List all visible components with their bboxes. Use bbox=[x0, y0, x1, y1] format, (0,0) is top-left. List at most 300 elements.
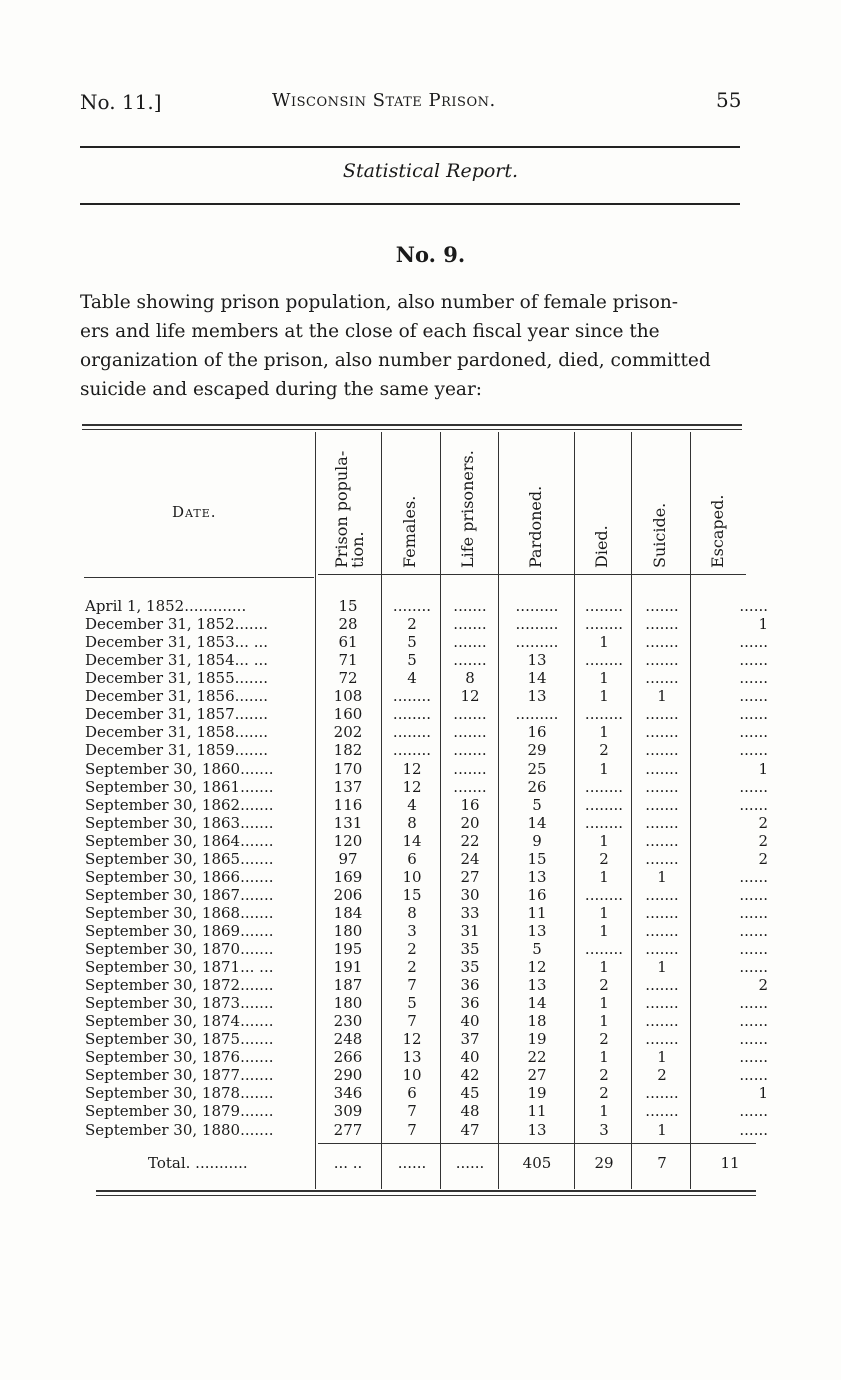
cell-died: 2 bbox=[599, 1066, 609, 1085]
cell-pardoned: 5 bbox=[532, 940, 542, 958]
cell-date: September 30, 1869....... bbox=[85, 921, 274, 940]
cell-life-prisoners: 42 bbox=[460, 1066, 480, 1085]
cell-pardoned: 15 bbox=[527, 849, 547, 868]
cell-pardoned: ......... bbox=[515, 705, 559, 724]
table-row bbox=[80, 759, 768, 778]
cell-females: 4 bbox=[407, 669, 417, 688]
cell-females: 6 bbox=[407, 849, 417, 868]
cell-life-prisoners: ....... bbox=[453, 741, 487, 760]
cell-pardoned: 26 bbox=[527, 777, 547, 796]
cell-date: September 30, 1861....... bbox=[85, 777, 274, 796]
cell-population: 170 bbox=[333, 759, 363, 778]
cell-pardoned: 19 bbox=[527, 1030, 547, 1049]
table-top-rule-inner bbox=[82, 429, 742, 430]
cell-died: 2 bbox=[599, 1030, 609, 1049]
cell-pardoned: ......... bbox=[515, 633, 559, 652]
cell-died: 1 bbox=[599, 759, 609, 778]
cell-females: 5 bbox=[407, 994, 417, 1013]
total-died: 29 bbox=[594, 1154, 614, 1172]
cell-date: September 30, 1867....... bbox=[85, 885, 274, 904]
cell-date: September 30, 1876....... bbox=[85, 1048, 274, 1067]
cell-life-prisoners: 40 bbox=[460, 1048, 480, 1067]
cell-escaped: ...... bbox=[739, 867, 768, 886]
cell-suicide: ....... bbox=[645, 777, 679, 796]
cell-escaped: ...... bbox=[739, 669, 768, 688]
cell-females: ........ bbox=[392, 687, 432, 706]
column-header-died: Died. bbox=[592, 525, 611, 568]
cell-date: December 31, 1855....... bbox=[85, 669, 268, 688]
table-bottom-rule bbox=[96, 1190, 756, 1192]
header-bottom-rule bbox=[318, 574, 746, 575]
cell-life-prisoners: 35 bbox=[460, 958, 480, 976]
cell-life-prisoners: 45 bbox=[460, 1084, 480, 1103]
table-row bbox=[80, 940, 768, 958]
cell-date: December 31, 1859....... bbox=[85, 741, 268, 760]
cell-pardoned: 13 bbox=[527, 651, 547, 670]
total-escaped: 11 bbox=[720, 1154, 740, 1172]
cell-escaped: 2 bbox=[758, 831, 768, 850]
cell-date: December 31, 1856....... bbox=[85, 687, 268, 706]
cell-escaped: ...... bbox=[739, 994, 768, 1013]
cell-escaped: 1 bbox=[758, 615, 768, 633]
cell-escaped: 2 bbox=[758, 849, 768, 868]
cell-females: 3 bbox=[407, 921, 417, 940]
column-header-females: Females. bbox=[400, 495, 419, 568]
cell-escaped: ...... bbox=[739, 1030, 768, 1049]
cell-pardoned: 22 bbox=[527, 1048, 547, 1067]
cell-females: 8 bbox=[407, 813, 417, 832]
cell-suicide: ....... bbox=[645, 615, 679, 633]
cell-date: September 30, 1872....... bbox=[85, 976, 274, 994]
cell-population: 309 bbox=[333, 1102, 363, 1121]
column-header-escaped: Escaped. bbox=[708, 494, 727, 568]
table-row bbox=[80, 958, 768, 976]
cell-population: 184 bbox=[333, 903, 363, 922]
total-label: Total. ........... bbox=[148, 1154, 248, 1172]
cell-life-prisoners: 36 bbox=[460, 994, 480, 1013]
total-suicide: 7 bbox=[657, 1154, 667, 1172]
cell-escaped: ...... bbox=[739, 633, 768, 652]
page-number: 55 bbox=[716, 88, 742, 112]
cell-date: September 30, 1874....... bbox=[85, 1012, 274, 1031]
cell-escaped: ...... bbox=[739, 921, 768, 940]
total-females: ...... bbox=[397, 1154, 427, 1172]
cell-died: 1 bbox=[599, 723, 609, 742]
cell-date: December 31, 1858....... bbox=[85, 723, 268, 742]
cell-pardoned: ......... bbox=[515, 597, 559, 615]
cell-died: ........ bbox=[584, 885, 624, 904]
column-header-life-prisoners: Life prisoners. bbox=[458, 450, 477, 568]
cell-died: ........ bbox=[584, 705, 624, 724]
cell-females: ........ bbox=[392, 705, 432, 724]
cell-pardoned: 16 bbox=[527, 723, 547, 742]
column-header-date: Date. bbox=[172, 503, 217, 521]
cell-pardoned: 13 bbox=[527, 921, 547, 940]
cell-population: 195 bbox=[333, 940, 363, 958]
cell-escaped: ...... bbox=[739, 1012, 768, 1031]
cell-pardoned: ......... bbox=[515, 615, 559, 633]
table-row bbox=[80, 1066, 768, 1085]
cell-females: 7 bbox=[407, 1012, 417, 1031]
cell-females: 4 bbox=[407, 795, 417, 814]
header-section-number: No. 11.] bbox=[80, 90, 162, 114]
table-row bbox=[80, 669, 768, 688]
cell-suicide: ....... bbox=[645, 669, 679, 688]
cell-escaped: ...... bbox=[739, 885, 768, 904]
cell-died: 2 bbox=[599, 1084, 609, 1103]
table-row bbox=[80, 723, 768, 742]
cell-pardoned: 14 bbox=[527, 669, 547, 688]
cell-escaped: ...... bbox=[739, 1102, 768, 1121]
cell-population: 206 bbox=[333, 885, 363, 904]
cell-females: 8 bbox=[407, 903, 417, 922]
table-row bbox=[80, 994, 768, 1013]
total-population: ... .. bbox=[333, 1154, 363, 1172]
cell-females: 2 bbox=[407, 940, 417, 958]
cell-population: 131 bbox=[333, 813, 363, 832]
cell-pardoned: 13 bbox=[527, 976, 547, 994]
total-row bbox=[80, 1153, 760, 1173]
cell-died: ........ bbox=[584, 597, 624, 615]
cell-life-prisoners: 35 bbox=[460, 940, 480, 958]
table-row bbox=[80, 1084, 768, 1103]
table-row bbox=[80, 885, 768, 904]
table-row bbox=[80, 597, 768, 615]
table-row bbox=[80, 867, 768, 886]
cell-females: 7 bbox=[407, 1102, 417, 1121]
subtitle-rule bbox=[80, 203, 740, 205]
cell-life-prisoners: 20 bbox=[460, 813, 480, 832]
cell-pardoned: 14 bbox=[527, 813, 547, 832]
cell-females: 14 bbox=[402, 831, 422, 850]
cell-date: September 30, 1870....... bbox=[85, 940, 274, 958]
cell-population: 97 bbox=[338, 849, 358, 868]
cell-died: ........ bbox=[584, 940, 624, 958]
table-row bbox=[80, 651, 768, 670]
cell-pardoned: 11 bbox=[527, 1102, 547, 1121]
cell-suicide: ....... bbox=[645, 813, 679, 832]
cell-escaped: 1 bbox=[758, 759, 768, 778]
cell-pardoned: 18 bbox=[527, 1012, 547, 1031]
column-header-suicide: Suicide. bbox=[650, 502, 669, 568]
cell-suicide: 1 bbox=[657, 958, 667, 976]
cell-date: September 30, 1865....... bbox=[85, 849, 274, 868]
cell-population: 187 bbox=[333, 976, 363, 994]
cell-population: 120 bbox=[333, 831, 363, 850]
cell-females: 7 bbox=[407, 976, 417, 994]
table-row bbox=[80, 777, 768, 796]
cell-suicide: ....... bbox=[645, 705, 679, 724]
cell-date: September 30, 1879....... bbox=[85, 1102, 274, 1121]
cell-date: December 31, 1857....... bbox=[85, 705, 268, 724]
cell-died: 1 bbox=[599, 669, 609, 688]
cell-life-prisoners: 47 bbox=[460, 1120, 480, 1139]
table-top-rule bbox=[82, 424, 742, 426]
cell-population: 71 bbox=[338, 651, 358, 670]
cell-died: 1 bbox=[599, 831, 609, 850]
cell-escaped: ...... bbox=[739, 1120, 768, 1139]
cell-life-prisoners: 40 bbox=[460, 1012, 480, 1031]
cell-died: ........ bbox=[584, 615, 624, 633]
table-row bbox=[80, 687, 768, 706]
table-bottom-rule-inner bbox=[96, 1195, 756, 1196]
cell-suicide: ....... bbox=[645, 1030, 679, 1049]
cell-died: 1 bbox=[599, 633, 609, 652]
table-row bbox=[80, 903, 768, 922]
table-row bbox=[80, 1012, 768, 1031]
table-row bbox=[80, 615, 768, 633]
cell-population: 290 bbox=[333, 1066, 363, 1085]
cell-population: 248 bbox=[333, 1030, 363, 1049]
table-row bbox=[80, 976, 768, 994]
cell-escaped: ...... bbox=[739, 723, 768, 742]
cell-died: ........ bbox=[584, 795, 624, 814]
cell-population: 346 bbox=[333, 1084, 363, 1103]
cell-females: 15 bbox=[402, 885, 422, 904]
cell-escaped: ...... bbox=[739, 903, 768, 922]
cell-suicide: ....... bbox=[645, 1084, 679, 1103]
cell-life-prisoners: 36 bbox=[460, 976, 480, 994]
cell-population: 72 bbox=[338, 669, 358, 688]
cell-population: 116 bbox=[333, 795, 363, 814]
cell-pardoned: 25 bbox=[527, 759, 547, 778]
cell-escaped: ...... bbox=[739, 1048, 768, 1067]
table-row bbox=[80, 633, 768, 652]
cell-suicide: ....... bbox=[645, 849, 679, 868]
cell-suicide: ....... bbox=[645, 940, 679, 958]
cell-suicide: ....... bbox=[645, 1102, 679, 1121]
cell-date: September 30, 1862....... bbox=[85, 795, 274, 814]
cell-date: December 31, 1853... ... bbox=[85, 633, 268, 652]
cell-population: 230 bbox=[333, 1012, 363, 1031]
cell-life-prisoners: 24 bbox=[460, 849, 480, 868]
cell-pardoned: 9 bbox=[532, 831, 542, 850]
cell-females: 12 bbox=[402, 777, 422, 796]
cell-life-prisoners: ....... bbox=[453, 723, 487, 742]
cell-life-prisoners: ....... bbox=[453, 615, 487, 633]
cell-date: April 1, 1852............. bbox=[85, 597, 247, 615]
cell-died: 2 bbox=[599, 741, 609, 760]
cell-date: September 30, 1864....... bbox=[85, 831, 274, 850]
cell-population: 277 bbox=[333, 1120, 363, 1139]
cell-escaped: 1 bbox=[758, 1084, 768, 1103]
table-row bbox=[80, 795, 768, 814]
cell-population: 108 bbox=[333, 687, 363, 706]
cell-escaped: 2 bbox=[758, 976, 768, 994]
cell-date: September 30, 1875....... bbox=[85, 1030, 274, 1049]
cell-pardoned: 13 bbox=[527, 1120, 547, 1139]
cell-died: ........ bbox=[584, 813, 624, 832]
cell-females: 10 bbox=[402, 867, 422, 886]
header-rule bbox=[80, 146, 740, 148]
cell-suicide: ....... bbox=[645, 1012, 679, 1031]
table-row bbox=[80, 849, 768, 868]
cell-died: 1 bbox=[599, 903, 609, 922]
cell-life-prisoners: 37 bbox=[460, 1030, 480, 1049]
cell-suicide: 1 bbox=[657, 1048, 667, 1067]
cell-population: 180 bbox=[333, 994, 363, 1013]
cell-escaped: ...... bbox=[739, 940, 768, 958]
cell-suicide: 2 bbox=[657, 1066, 667, 1085]
table-row bbox=[80, 741, 768, 760]
cell-suicide: ....... bbox=[645, 651, 679, 670]
cell-life-prisoners: ....... bbox=[453, 633, 487, 652]
cell-date: September 30, 1880....... bbox=[85, 1120, 274, 1139]
cell-escaped: 2 bbox=[758, 813, 768, 832]
cell-date: September 30, 1878....... bbox=[85, 1084, 274, 1103]
cell-suicide: ....... bbox=[645, 723, 679, 742]
cell-females: 13 bbox=[402, 1048, 422, 1067]
total-pardoned: 405 bbox=[522, 1154, 552, 1172]
cell-escaped: ...... bbox=[739, 777, 768, 796]
table-row bbox=[80, 1030, 768, 1049]
cell-date: September 30, 1871... ... bbox=[85, 958, 274, 976]
cell-life-prisoners: 8 bbox=[465, 669, 475, 688]
cell-pardoned: 13 bbox=[527, 867, 547, 886]
cell-escaped: ...... bbox=[739, 958, 768, 976]
cell-life-prisoners: ....... bbox=[453, 759, 487, 778]
cell-females: ........ bbox=[392, 723, 432, 742]
cell-population: 202 bbox=[333, 723, 363, 742]
cell-pardoned: 16 bbox=[527, 885, 547, 904]
cell-suicide: ....... bbox=[645, 741, 679, 760]
cell-died: 2 bbox=[599, 849, 609, 868]
cell-date: September 30, 1866....... bbox=[85, 867, 274, 886]
cell-died: 2 bbox=[599, 976, 609, 994]
cell-date: December 31, 1854... ... bbox=[85, 651, 268, 670]
cell-pardoned: 29 bbox=[527, 741, 547, 760]
cell-population: 160 bbox=[333, 705, 363, 724]
header-title: Wisconsin State Prison. bbox=[272, 90, 496, 111]
cell-life-prisoners: 16 bbox=[460, 795, 480, 814]
cell-life-prisoners: 48 bbox=[460, 1102, 480, 1121]
cell-suicide: 1 bbox=[657, 687, 667, 706]
cell-died: 1 bbox=[599, 867, 609, 886]
table-caption bbox=[80, 288, 742, 404]
table-row bbox=[80, 1102, 768, 1121]
table-row bbox=[80, 1048, 768, 1067]
cell-escaped: ...... bbox=[739, 687, 768, 706]
cell-date: September 30, 1868....... bbox=[85, 903, 274, 922]
cell-population: 61 bbox=[338, 633, 358, 652]
cell-escaped: ...... bbox=[739, 741, 768, 760]
caption-line: suicide and escaped during the same year: bbox=[80, 379, 483, 400]
cell-pardoned: 12 bbox=[527, 958, 547, 976]
cell-females: 5 bbox=[407, 651, 417, 670]
cell-pardoned: 27 bbox=[527, 1066, 547, 1085]
cell-life-prisoners: 31 bbox=[460, 921, 480, 940]
cell-suicide: ....... bbox=[645, 795, 679, 814]
cell-population: 169 bbox=[333, 867, 363, 886]
cell-life-prisoners: 22 bbox=[460, 831, 480, 850]
cell-population: 266 bbox=[333, 1048, 363, 1067]
cell-suicide: ....... bbox=[645, 885, 679, 904]
cell-date: December 31, 1852....... bbox=[85, 615, 268, 633]
cell-life-prisoners: 33 bbox=[460, 903, 480, 922]
cell-population: 137 bbox=[333, 777, 363, 796]
cell-died: 1 bbox=[599, 958, 609, 976]
cell-died: 1 bbox=[599, 994, 609, 1013]
cell-died: 3 bbox=[599, 1120, 609, 1139]
cell-suicide: ....... bbox=[645, 994, 679, 1013]
cell-pardoned: 14 bbox=[527, 994, 547, 1013]
cell-died: 1 bbox=[599, 1102, 609, 1121]
column-header-pardoned: Pardoned. bbox=[526, 485, 545, 568]
cell-suicide: ....... bbox=[645, 921, 679, 940]
cell-females: ........ bbox=[392, 741, 432, 760]
cell-suicide: ....... bbox=[645, 597, 679, 615]
cell-escaped: ...... bbox=[739, 597, 768, 615]
total-rule bbox=[318, 1143, 756, 1144]
cell-life-prisoners: 12 bbox=[460, 687, 480, 706]
cell-life-prisoners: 30 bbox=[460, 885, 480, 904]
cell-date: September 30, 1860....... bbox=[85, 759, 274, 778]
cell-females: 6 bbox=[407, 1084, 417, 1103]
cell-pardoned: 19 bbox=[527, 1084, 547, 1103]
cell-life-prisoners: ....... bbox=[453, 777, 487, 796]
cell-pardoned: 11 bbox=[527, 903, 547, 922]
cell-escaped: ...... bbox=[739, 1066, 768, 1085]
table-row bbox=[80, 921, 768, 940]
cell-date: September 30, 1863....... bbox=[85, 813, 274, 832]
column-header-population: Prison popula- tion. bbox=[332, 450, 367, 568]
cell-population: 15 bbox=[338, 597, 358, 615]
cell-females: 7 bbox=[407, 1120, 417, 1139]
cell-population: 191 bbox=[333, 958, 363, 976]
cell-population: 180 bbox=[333, 921, 363, 940]
cell-date: September 30, 1873....... bbox=[85, 994, 274, 1013]
table-row bbox=[80, 705, 768, 724]
cell-population: 182 bbox=[333, 741, 363, 760]
caption-line: Table showing prison population, also number of female prison- bbox=[80, 292, 679, 313]
table-row bbox=[80, 813, 768, 832]
cell-population: 28 bbox=[338, 615, 358, 633]
cell-date: September 30, 1877....... bbox=[85, 1066, 274, 1085]
cell-females: 10 bbox=[402, 1066, 422, 1085]
cell-life-prisoners: ....... bbox=[453, 597, 487, 615]
cell-died: 1 bbox=[599, 1048, 609, 1067]
caption-line: ers and life members at the close of each fiscal year since the bbox=[80, 321, 660, 342]
cell-life-prisoners: ....... bbox=[453, 705, 487, 724]
table-number: No. 9. bbox=[395, 242, 466, 267]
cell-suicide: 1 bbox=[657, 867, 667, 886]
cell-pardoned: 5 bbox=[532, 795, 542, 814]
cell-suicide: ....... bbox=[645, 831, 679, 850]
report-subtitle: Statistical Report. bbox=[342, 160, 519, 182]
cell-escaped: ...... bbox=[739, 651, 768, 670]
cell-suicide: 1 bbox=[657, 1120, 667, 1139]
cell-died: 1 bbox=[599, 687, 609, 706]
cell-pardoned: 13 bbox=[527, 687, 547, 706]
cell-females: 12 bbox=[402, 759, 422, 778]
cell-died: 1 bbox=[599, 921, 609, 940]
cell-life-prisoners: ....... bbox=[453, 651, 487, 670]
cell-died: ........ bbox=[584, 651, 624, 670]
caption-line: organization of the prison, also number pardoned, died, committed bbox=[80, 350, 711, 371]
cell-suicide: ....... bbox=[645, 976, 679, 994]
cell-suicide: ....... bbox=[645, 633, 679, 652]
table-row bbox=[80, 831, 768, 850]
cell-died: ........ bbox=[584, 777, 624, 796]
cell-suicide: ....... bbox=[645, 903, 679, 922]
cell-escaped: ...... bbox=[739, 795, 768, 814]
cell-females: 2 bbox=[407, 958, 417, 976]
cell-females: 12 bbox=[402, 1030, 422, 1049]
total-life: ...... bbox=[455, 1154, 485, 1172]
cell-females: ........ bbox=[392, 597, 432, 615]
cell-females: 5 bbox=[407, 633, 417, 652]
cell-life-prisoners: 27 bbox=[460, 867, 480, 886]
